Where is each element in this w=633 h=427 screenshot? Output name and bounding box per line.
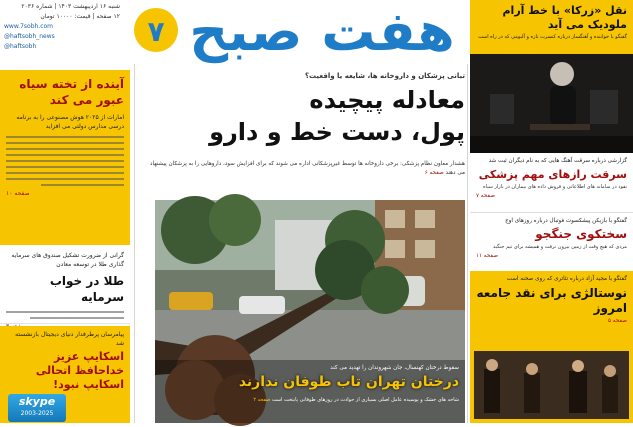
story-subtitle: مردی که هیچ وقت از زمین بیرون نرفت و همیشه برای تیم جنگید	[493, 244, 627, 250]
skype-wordmark: skype	[18, 395, 56, 408]
skype-logo-badge	[8, 394, 66, 422]
top-teaser[interactable]	[470, 0, 633, 153]
lead-summary-text: هشدار معاون نظام پزشکی: برخی داروخانه ها توسط غیرپزشکانی اداره می شوند که برای افزایش سود، داروهایی را به پزشکان پیشنهاد می دهند	[150, 161, 465, 176]
warrior-story[interactable]	[470, 215, 633, 271]
page-ref: صفحه ۶	[424, 170, 444, 176]
column-divider	[134, 64, 135, 423]
story-kicker: گفتگو با بازیکن پیشکسوت فوتبال درباره روزهای اوج	[505, 218, 627, 224]
logo-graphic	[122, 0, 455, 63]
story-kicker: گرانی از ضرورت تشکیل صندوق های سرمایه گذاری طلا در توسعه معادن	[11, 252, 124, 268]
gold-story[interactable]	[0, 247, 130, 324]
lead-headline-line-2: پول، دست خط و دارو	[209, 118, 465, 146]
masthead-info	[4, 2, 120, 70]
story-title: سختکوی جنگجو	[535, 227, 627, 241]
teaser-subtitle: گفتگو با خواننده و آهنگساز درباره کنسرت تازه و آلبومی که در راه است	[478, 34, 627, 40]
photo-headline: درختان تهران تاب طوفان ندارند	[238, 374, 459, 390]
skype-years: 2003-2025	[20, 410, 54, 417]
left-column	[0, 70, 130, 423]
page-ref: صفحه ۵	[608, 318, 627, 324]
theatre-story[interactable]	[470, 271, 633, 423]
page-ref: صفحه ۲	[253, 397, 271, 403]
issue-date: شنبه ۱۶ اردیبهشت ۱۴۰۳ | شماره ۲۰۳۶	[21, 3, 120, 10]
logo-wordmark: هفت صبح	[189, 0, 455, 63]
page-ref: صفحه ۱۰	[6, 190, 30, 197]
page-ref: صفحه ۷	[476, 193, 495, 199]
lead-kicker: تبانی پزشکان و داروخانه ها، شایعه یا واقعیت؟	[304, 72, 465, 80]
story-title: آینده از تخته سیاه عبور می کند	[19, 77, 124, 107]
story-lead: امارات از ۲۰۲۵ هوش مصنوعی را به برنامه درسی مدارس دولتی می افزاید	[16, 114, 124, 130]
story-kicker: گفتگو با مجید آزاد درباره تئاتری که روی صحنه است	[506, 276, 627, 282]
social-handle-news[interactable]: @haftsobh_news	[4, 33, 55, 40]
story-title: طلا در خواب سرمایه	[49, 274, 124, 304]
story-title: سرقت رازهای مهم پزشکی	[478, 168, 627, 181]
fallen-tree-photo-story[interactable]	[155, 200, 465, 423]
singer-photo	[470, 54, 633, 152]
lead-story[interactable]	[140, 64, 465, 196]
story-body	[6, 136, 124, 186]
social-handle-main[interactable]: @haftsobh	[4, 43, 37, 50]
website-link[interactable]: www.7sobh.com	[4, 23, 54, 30]
logo-badge-number: ۷	[147, 15, 165, 48]
column-divider	[467, 64, 468, 423]
teaser-title: نقل «زرکا» با خط آرام ملودیک می آید	[502, 4, 627, 31]
skype-story[interactable]	[0, 326, 130, 423]
photo-kicker: سقوط درختان کهنسال، جان شهروندان را تهدید می کند	[330, 365, 459, 371]
story-title: اسکایپ عزیز خداحافظ اتحالی اسکایپ نبود!	[35, 350, 124, 391]
page-ref: صفحه ۱۱	[476, 253, 498, 259]
story-kicker: پیامرسان پرطرفدار دنیای دیجیتال بازنشسته شد	[15, 331, 124, 347]
right-column	[470, 153, 633, 423]
photo-caption-text: شاخه های خشک و پوسیده عامل اصلی بسیاری از حوادث در روزهای طوفانی پایتخت است	[271, 397, 459, 403]
lead-summary	[145, 160, 465, 178]
lead-headline-line-1: معادله پیچیده	[309, 86, 465, 114]
newspaper-logo	[122, 0, 455, 63]
theatre-photo	[474, 351, 629, 419]
story-title: نوستالژی برای نقد جامعه امروز	[476, 286, 627, 315]
ai-education-story[interactable]	[0, 70, 130, 245]
issue-price: ۱۲ صفحه | قیمت: ۱۰۰۰۰ تومان	[40, 13, 120, 20]
story-subtitle: نفوذ در سامانه های اطلاعاتی و فروش داده های بیماران در بازار سیاه	[483, 184, 627, 190]
photo-caption	[189, 396, 459, 404]
medical-secrets-story[interactable]	[470, 153, 633, 213]
story-kicker: گزارشی درباره سرقت آهنگ هایی که به نام دیگران ثبت شد	[488, 158, 627, 164]
